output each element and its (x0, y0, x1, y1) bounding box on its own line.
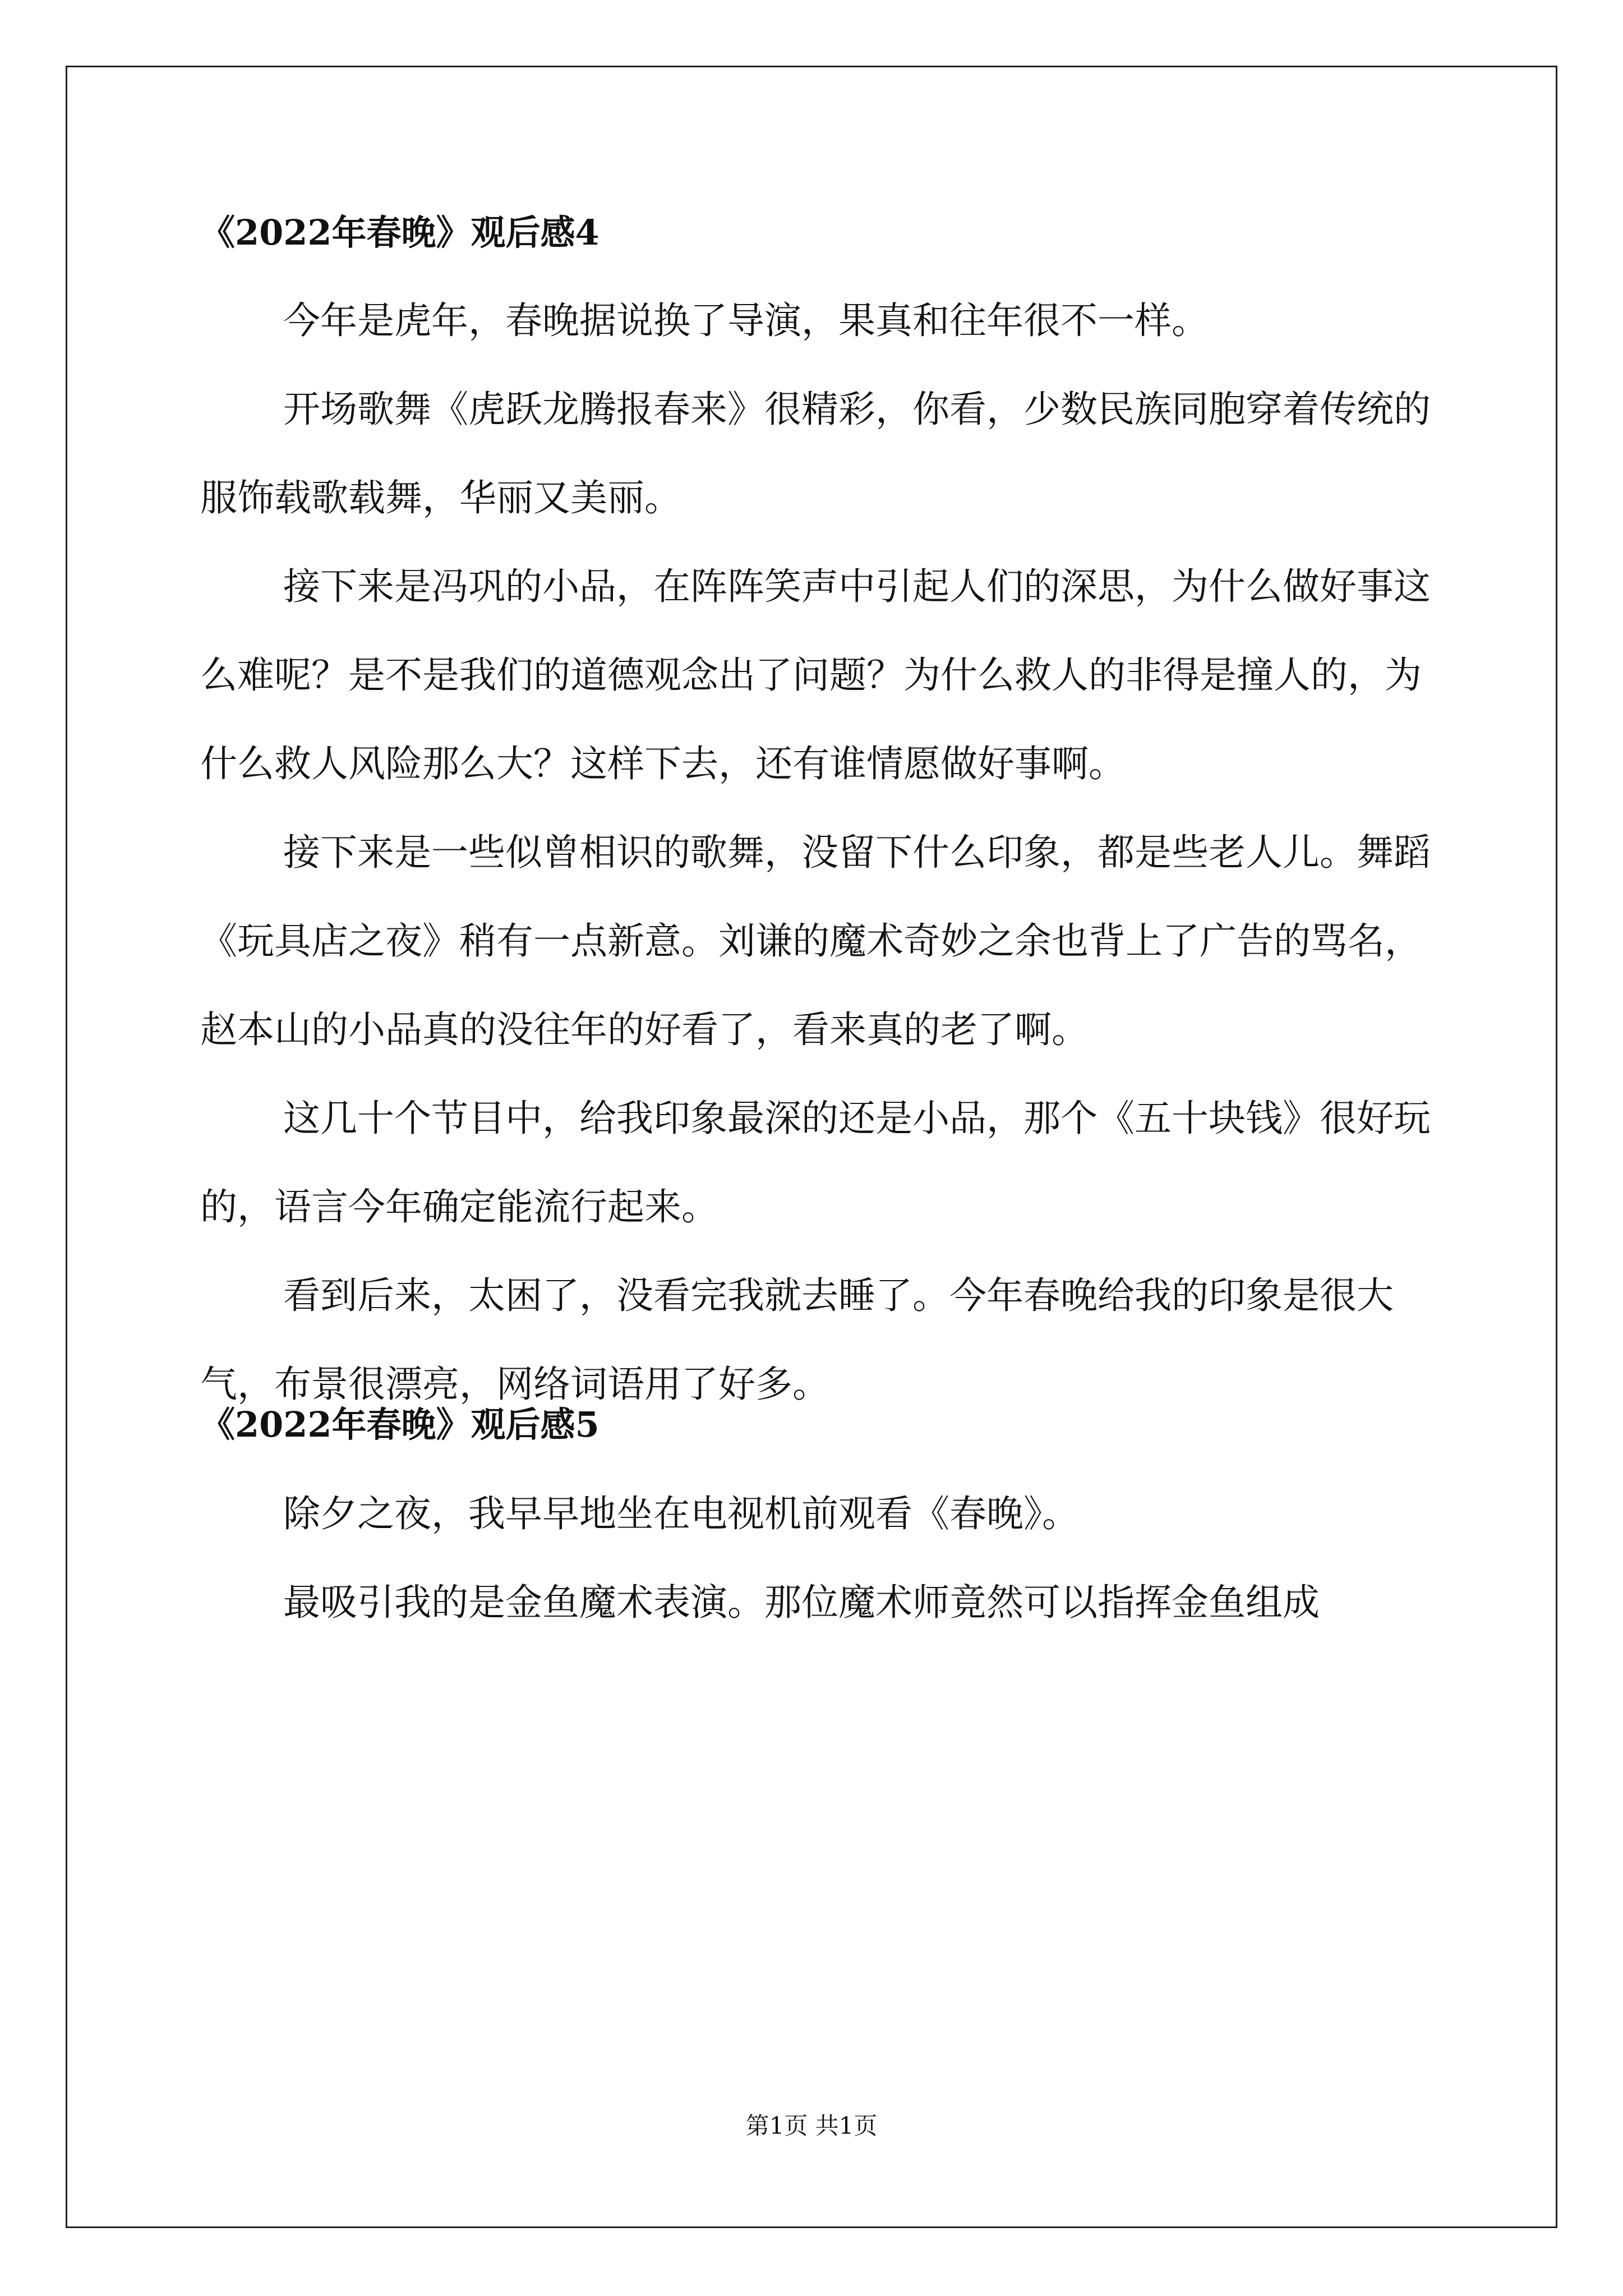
paragraph: 看到后来，太困了，没看完我就去睡了。今年春晚给我的印象是很大气，布景很漂亮，网络词语用了好多。 (200, 1274, 1394, 1406)
paragraph: 开场歌舞《虎跃龙腾报春来》很精彩，你看，少数民族同胞穿着传统的服饰载歌载舞，华丽又美丽。 (200, 388, 1431, 519)
paragraph: 最吸引我的是金鱼魔术表演。那位魔术师竟然可以指挥金鱼组成 (283, 1581, 1320, 1624)
paragraph: 接下来是一些似曾相识的歌舞，没留下什么印象，都是些老人儿。舞蹈 《玩具店之夜》稍有一点新意。刘谦的魔术奇妙之余也背上了广告的骂名，赵本山的小品真的没往年的好看了，看来真的老了啊。 (200, 831, 1431, 1051)
section-title-5: 《2022年春晚》观后感5 (200, 1404, 600, 1445)
section-title-4: 《2022年春晚》观后感4 (200, 212, 600, 253)
paragraph: 除夕之夜，我早早地坐在电视机前观看《春晚》。 (283, 1492, 1079, 1535)
paragraph: 今年是虎年，春晚据说换了导演，果真和往年很不一样。 (283, 299, 1209, 342)
paragraph: 这几十个节目中，给我印象最深的还是小品，那个《五十块钱》很好玩的，语言今年确定能流行起来。 (200, 1097, 1431, 1228)
paragraph: 接下来是冯巩的小品，在阵阵笑声中引起人们的深思，为什么做好事这么难呢？是不是我们的道德观念出了问题？为什么救人的非得是撞人的，为什么救人风险那么大？这样下去，还有谁情愿做好事啊。 (200, 565, 1431, 785)
page-number-footer: 第1页 共1页 (745, 2112, 878, 2139)
